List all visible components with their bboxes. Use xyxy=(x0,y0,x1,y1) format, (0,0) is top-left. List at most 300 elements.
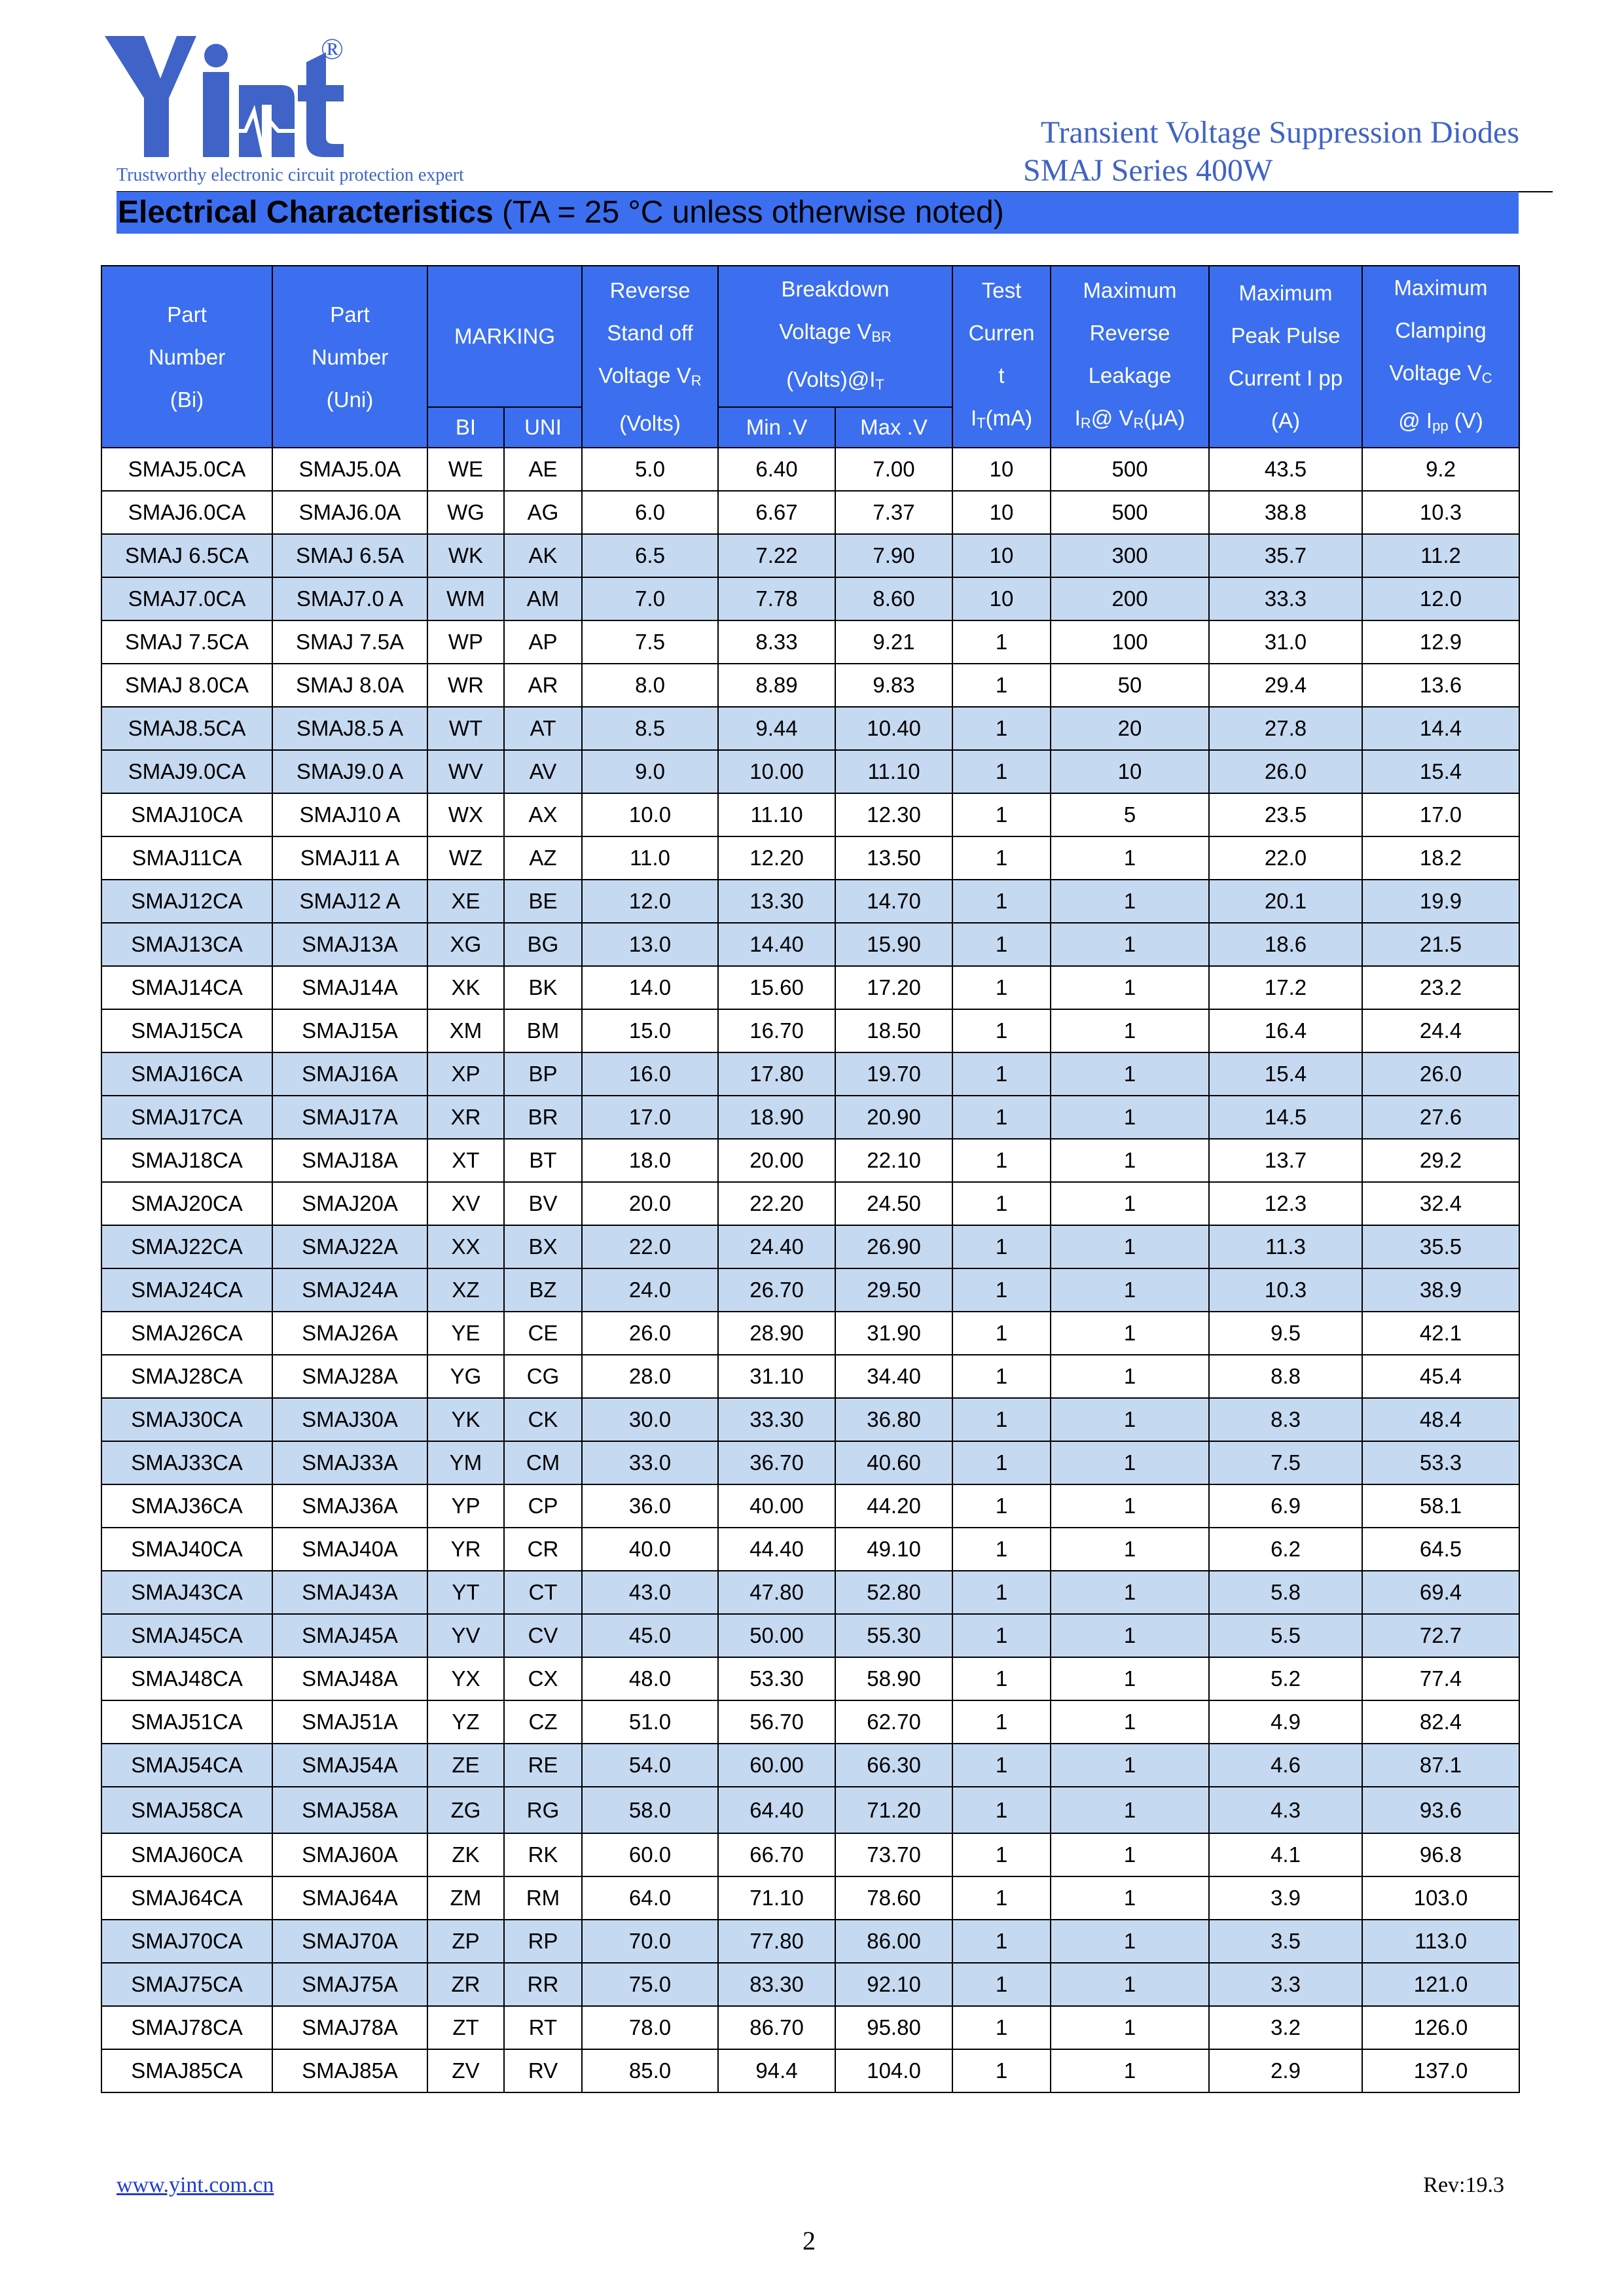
cell-ir: 1 xyxy=(1051,1787,1209,1833)
cell-it: 10 xyxy=(952,534,1051,577)
cell-part-bi: SMAJ58CA xyxy=(101,1787,272,1833)
cell-it: 1 xyxy=(952,620,1051,664)
table-row xyxy=(101,1398,1519,1441)
cell-vc: 38.9 xyxy=(1362,1268,1519,1312)
cell-marking-bi: XT xyxy=(427,1139,504,1182)
cell-vbr-max: 7.37 xyxy=(835,491,952,534)
cell-marking-bi: YE xyxy=(427,1312,504,1355)
cell-part-uni: SMAJ58A xyxy=(272,1787,427,1833)
cell-marking-uni: RM xyxy=(504,1876,582,1920)
cell-vr: 7.0 xyxy=(582,577,718,620)
cell-vbr-min: 8.89 xyxy=(718,664,835,707)
cell-vr: 60.0 xyxy=(582,1833,718,1876)
cell-vbr-min: 31.10 xyxy=(718,1355,835,1398)
cell-ipp: 22.0 xyxy=(1209,836,1362,880)
cell-vbr-max: 95.80 xyxy=(835,2006,952,2049)
cell-it: 1 xyxy=(952,1744,1051,1787)
cell-it: 1 xyxy=(952,750,1051,793)
cell-ir: 1 xyxy=(1051,1963,1209,2006)
cell-vr: 16.0 xyxy=(582,1052,718,1096)
cell-vbr-min: 47.80 xyxy=(718,1571,835,1614)
cell-part-bi: SMAJ16CA xyxy=(101,1052,272,1096)
cell-part-uni: SMAJ 8.0A xyxy=(272,664,427,707)
table-row xyxy=(101,1963,1519,2006)
cell-ipp: 26.0 xyxy=(1209,750,1362,793)
cell-part-bi: SMAJ51CA xyxy=(101,1700,272,1744)
cell-it: 1 xyxy=(952,1052,1051,1096)
header-marking-bi: BI xyxy=(427,407,504,448)
cell-part-uni: SMAJ14A xyxy=(272,966,427,1009)
cell-vbr-min: 33.30 xyxy=(718,1398,835,1441)
cell-it: 1 xyxy=(952,2006,1051,2049)
cell-marking-bi: ZT xyxy=(427,2006,504,2049)
cell-part-bi: SMAJ43CA xyxy=(101,1571,272,1614)
cell-vbr-max: 86.00 xyxy=(835,1920,952,1963)
cell-ir: 1 xyxy=(1051,1876,1209,1920)
cell-part-bi: SMAJ20CA xyxy=(101,1182,272,1225)
cell-vbr-max: 66.30 xyxy=(835,1744,952,1787)
cell-ir: 1 xyxy=(1051,1744,1209,1787)
table-row xyxy=(101,1528,1519,1571)
table-row xyxy=(101,1096,1519,1139)
cell-part-uni: SMAJ7.0 A xyxy=(272,577,427,620)
cell-vr: 6.0 xyxy=(582,491,718,534)
cell-vc: 23.2 xyxy=(1362,966,1519,1009)
cell-vbr-max: 52.80 xyxy=(835,1571,952,1614)
cell-marking-uni: AP xyxy=(504,620,582,664)
cell-it: 1 xyxy=(952,1571,1051,1614)
cell-vr: 14.0 xyxy=(582,966,718,1009)
cell-ir: 1 xyxy=(1051,1312,1209,1355)
cell-part-uni: SMAJ85A xyxy=(272,2049,427,2092)
cell-vbr-max: 9.83 xyxy=(835,664,952,707)
cell-ir: 1 xyxy=(1051,1833,1209,1876)
cell-marking-bi: WP xyxy=(427,620,504,664)
table-row xyxy=(101,1833,1519,1876)
cell-it: 10 xyxy=(952,448,1051,491)
cell-ipp: 14.5 xyxy=(1209,1096,1362,1139)
footer-website-link[interactable]: www.yint.com.cn xyxy=(117,2173,274,2197)
cell-marking-bi: XR xyxy=(427,1096,504,1139)
cell-vc: 13.6 xyxy=(1362,664,1519,707)
cell-vbr-min: 64.40 xyxy=(718,1787,835,1833)
cell-ir: 10 xyxy=(1051,750,1209,793)
cell-vc: 17.0 xyxy=(1362,793,1519,836)
cell-ir: 1 xyxy=(1051,1614,1209,1657)
cell-vc: 42.1 xyxy=(1362,1312,1519,1355)
cell-ir: 1 xyxy=(1051,1528,1209,1571)
cell-vc: 69.4 xyxy=(1362,1571,1519,1614)
table-row xyxy=(101,1484,1519,1528)
cell-part-bi: SMAJ 6.5CA xyxy=(101,534,272,577)
cell-ir: 1 xyxy=(1051,1182,1209,1225)
cell-vr: 7.5 xyxy=(582,620,718,664)
cell-it: 1 xyxy=(952,1009,1051,1052)
cell-part-bi: SMAJ60CA xyxy=(101,1833,272,1876)
cell-part-bi: SMAJ45CA xyxy=(101,1614,272,1657)
cell-vbr-max: 18.50 xyxy=(835,1009,952,1052)
cell-part-bi: SMAJ18CA xyxy=(101,1139,272,1182)
cell-vbr-min: 60.00 xyxy=(718,1744,835,1787)
table-row xyxy=(101,1312,1519,1355)
cell-it: 1 xyxy=(952,1614,1051,1657)
cell-marking-bi: YR xyxy=(427,1528,504,1571)
footer-revision: Rev:19.3 xyxy=(1423,2173,1504,2197)
cell-vc: 64.5 xyxy=(1362,1528,1519,1571)
cell-ir: 1 xyxy=(1051,923,1209,966)
cell-vbr-max: 24.50 xyxy=(835,1182,952,1225)
cell-vr: 15.0 xyxy=(582,1009,718,1052)
cell-ipp: 5.2 xyxy=(1209,1657,1362,1700)
cell-ir: 1 xyxy=(1051,1355,1209,1398)
cell-ipp: 29.4 xyxy=(1209,664,1362,707)
table-row xyxy=(101,1441,1519,1484)
cell-part-bi: SMAJ14CA xyxy=(101,966,272,1009)
cell-part-uni: SMAJ12 A xyxy=(272,880,427,923)
cell-vr: 78.0 xyxy=(582,2006,718,2049)
header-test-current: Test Curren t $I_T(mA)$ xyxy=(952,266,1051,448)
cell-marking-uni: CR xyxy=(504,1528,582,1571)
cell-vc: 11.2 xyxy=(1362,534,1519,577)
cell-ir: 1 xyxy=(1051,1657,1209,1700)
cell-ir: 300 xyxy=(1051,534,1209,577)
cell-marking-uni: AX xyxy=(504,793,582,836)
cell-marking-bi: XM xyxy=(427,1009,504,1052)
cell-marking-uni: BX xyxy=(504,1225,582,1268)
cell-marking-uni: BR xyxy=(504,1096,582,1139)
cell-ipp: 38.8 xyxy=(1209,491,1362,534)
cell-part-uni: SMAJ11 A xyxy=(272,836,427,880)
cell-vr: 51.0 xyxy=(582,1700,718,1744)
cell-part-uni: SMAJ16A xyxy=(272,1052,427,1096)
table-row xyxy=(101,1920,1519,1963)
cell-marking-uni: AV xyxy=(504,750,582,793)
cell-marking-bi: XK xyxy=(427,966,504,1009)
cell-part-bi: SMAJ54CA xyxy=(101,1744,272,1787)
cell-ir: 1 xyxy=(1051,1096,1209,1139)
cell-vc: 26.0 xyxy=(1362,1052,1519,1096)
cell-vbr-min: 83.30 xyxy=(718,1963,835,2006)
cell-vbr-min: 94.4 xyxy=(718,2049,835,2092)
cell-vr: 8.5 xyxy=(582,707,718,750)
cell-marking-bi: WR xyxy=(427,664,504,707)
cell-part-uni: SMAJ 7.5A xyxy=(272,620,427,664)
table-row xyxy=(101,534,1519,577)
cell-ir: 1 xyxy=(1051,880,1209,923)
cell-vbr-max: 62.70 xyxy=(835,1700,952,1744)
cell-it: 1 xyxy=(952,1182,1051,1225)
cell-it: 1 xyxy=(952,966,1051,1009)
cell-vc: 21.5 xyxy=(1362,923,1519,966)
cell-vbr-max: 8.60 xyxy=(835,577,952,620)
cell-vbr-max: 44.20 xyxy=(835,1484,952,1528)
cell-marking-bi: ZP xyxy=(427,1920,504,1963)
cell-vbr-max: 20.90 xyxy=(835,1096,952,1139)
logo-tagline: Trustworthy electronic circuit protection expert xyxy=(117,165,464,185)
cell-marking-uni: BP xyxy=(504,1052,582,1096)
table-row xyxy=(101,1268,1519,1312)
cell-it: 1 xyxy=(952,880,1051,923)
cell-vc: 15.4 xyxy=(1362,750,1519,793)
cell-vbr-min: 6.67 xyxy=(718,491,835,534)
table-row xyxy=(101,1355,1519,1398)
cell-vbr-max: 11.10 xyxy=(835,750,952,793)
cell-marking-bi: XG xyxy=(427,923,504,966)
cell-vbr-min: 71.10 xyxy=(718,1876,835,1920)
cell-ir: 500 xyxy=(1051,491,1209,534)
cell-marking-uni: RE xyxy=(504,1744,582,1787)
header-part-number-bi: Part Number (Bi) xyxy=(101,266,272,448)
cell-it: 1 xyxy=(952,664,1051,707)
table-row xyxy=(101,707,1519,750)
cell-ipp: 13.7 xyxy=(1209,1139,1362,1182)
cell-vr: 58.0 xyxy=(582,1787,718,1833)
cell-ipp: 4.6 xyxy=(1209,1744,1362,1787)
cell-vbr-max: 58.90 xyxy=(835,1657,952,1700)
cell-part-uni: SMAJ60A xyxy=(272,1833,427,1876)
cell-part-uni: SMAJ64A xyxy=(272,1876,427,1920)
cell-vc: 103.0 xyxy=(1362,1876,1519,1920)
cell-part-bi: SMAJ 8.0CA xyxy=(101,664,272,707)
cell-vbr-max: 104.0 xyxy=(835,2049,952,2092)
cell-ipp: 6.9 xyxy=(1209,1484,1362,1528)
cell-part-uni: SMAJ10 A xyxy=(272,793,427,836)
cell-marking-bi: YZ xyxy=(427,1700,504,1744)
cell-vr: 36.0 xyxy=(582,1484,718,1528)
table-row xyxy=(101,2049,1519,2092)
cell-part-uni: SMAJ36A xyxy=(272,1484,427,1528)
cell-part-uni: SMAJ70A xyxy=(272,1920,427,1963)
cell-vc: 82.4 xyxy=(1362,1700,1519,1744)
cell-marking-uni: CT xyxy=(504,1571,582,1614)
cell-marking-bi: ZG xyxy=(427,1787,504,1833)
cell-vbr-min: 40.00 xyxy=(718,1484,835,1528)
table-row xyxy=(101,1657,1519,1700)
header-breakdown-min: Min .V xyxy=(718,407,835,448)
cell-vr: 40.0 xyxy=(582,1528,718,1571)
cell-marking-bi: ZR xyxy=(427,1963,504,2006)
cell-vr: 64.0 xyxy=(582,1876,718,1920)
cell-vbr-min: 50.00 xyxy=(718,1614,835,1657)
cell-ipp: 5.8 xyxy=(1209,1571,1362,1614)
cell-ipp: 8.3 xyxy=(1209,1398,1362,1441)
cell-ir: 1 xyxy=(1051,1398,1209,1441)
cell-vc: 137.0 xyxy=(1362,2049,1519,2092)
cell-ipp: 8.8 xyxy=(1209,1355,1362,1398)
cell-vc: 77.4 xyxy=(1362,1657,1519,1700)
header-breakdown-max: Max .V xyxy=(835,407,952,448)
cell-it: 1 xyxy=(952,1963,1051,2006)
cell-part-uni: SMAJ6.0A xyxy=(272,491,427,534)
cell-it: 1 xyxy=(952,1225,1051,1268)
table-row xyxy=(101,1876,1519,1920)
section-title xyxy=(117,192,1519,234)
cell-marking-bi: YX xyxy=(427,1657,504,1700)
cell-vbr-max: 92.10 xyxy=(835,1963,952,2006)
header-max-reverse-leakage: Maximum Reverse Leakage $I_R@$ $V_R(\mu A)$ xyxy=(1051,266,1209,448)
cell-ipp: 17.2 xyxy=(1209,966,1362,1009)
cell-marking-bi: ZM xyxy=(427,1876,504,1920)
cell-vr: 75.0 xyxy=(582,1963,718,2006)
cell-marking-uni: BM xyxy=(504,1009,582,1052)
cell-part-uni: SMAJ45A xyxy=(272,1614,427,1657)
cell-vbr-max: 12.30 xyxy=(835,793,952,836)
cell-part-bi: SMAJ70CA xyxy=(101,1920,272,1963)
cell-part-uni: SMAJ15A xyxy=(272,1009,427,1052)
cell-marking-bi: XX xyxy=(427,1225,504,1268)
cell-ipp: 3.9 xyxy=(1209,1876,1362,1920)
cell-part-uni: SMAJ33A xyxy=(272,1441,427,1484)
cell-marking-uni: RT xyxy=(504,2006,582,2049)
cell-ir: 200 xyxy=(1051,577,1209,620)
cell-marking-bi: YT xyxy=(427,1571,504,1614)
cell-vbr-max: 17.20 xyxy=(835,966,952,1009)
table-row xyxy=(101,1571,1519,1614)
cell-marking-uni: AT xyxy=(504,707,582,750)
section-title-bold: Electrical Characteristics xyxy=(118,195,494,230)
cell-ir: 1 xyxy=(1051,1484,1209,1528)
cell-ipp: 18.6 xyxy=(1209,923,1362,966)
cell-part-bi: SMAJ17CA xyxy=(101,1096,272,1139)
table-row xyxy=(101,750,1519,793)
cell-marking-bi: YP xyxy=(427,1484,504,1528)
cell-marking-bi: XZ xyxy=(427,1268,504,1312)
cell-part-uni: SMAJ22A xyxy=(272,1225,427,1268)
cell-ipp: 20.1 xyxy=(1209,880,1362,923)
cell-vr: 22.0 xyxy=(582,1225,718,1268)
cell-marking-bi: YM xyxy=(427,1441,504,1484)
cell-marking-uni: CV xyxy=(504,1614,582,1657)
cell-vbr-min: 16.70 xyxy=(718,1009,835,1052)
cell-vbr-min: 20.00 xyxy=(718,1139,835,1182)
cell-ipp: 4.1 xyxy=(1209,1833,1362,1876)
cell-it: 1 xyxy=(952,2049,1051,2092)
cell-vr: 5.0 xyxy=(582,448,718,491)
page-number: 2 xyxy=(803,2226,816,2255)
cell-vbr-min: 22.20 xyxy=(718,1182,835,1225)
cell-ir: 1 xyxy=(1051,1700,1209,1744)
cell-marking-uni: AR xyxy=(504,664,582,707)
table-row xyxy=(101,1052,1519,1096)
cell-it: 1 xyxy=(952,1528,1051,1571)
cell-ir: 1 xyxy=(1051,1441,1209,1484)
cell-vr: 30.0 xyxy=(582,1398,718,1441)
table-row xyxy=(101,1225,1519,1268)
cell-vc: 121.0 xyxy=(1362,1963,1519,2006)
cell-vr: 17.0 xyxy=(582,1096,718,1139)
cell-part-bi: SMAJ7.0CA xyxy=(101,577,272,620)
cell-ir: 20 xyxy=(1051,707,1209,750)
cell-vbr-max: 7.00 xyxy=(835,448,952,491)
cell-vc: 45.4 xyxy=(1362,1355,1519,1398)
cell-ir: 50 xyxy=(1051,664,1209,707)
cell-vbr-min: 28.90 xyxy=(718,1312,835,1355)
cell-vbr-max: 55.30 xyxy=(835,1614,952,1657)
cell-vc: 12.9 xyxy=(1362,620,1519,664)
cell-marking-bi: ZV xyxy=(427,2049,504,2092)
cell-vr: 11.0 xyxy=(582,836,718,880)
cell-ir: 1 xyxy=(1051,1571,1209,1614)
cell-part-bi: SMAJ10CA xyxy=(101,793,272,836)
cell-ir: 1 xyxy=(1051,1268,1209,1312)
table-row xyxy=(101,491,1519,534)
cell-it: 1 xyxy=(952,1787,1051,1833)
cell-vr: 43.0 xyxy=(582,1571,718,1614)
cell-marking-uni: BG xyxy=(504,923,582,966)
cell-ipp: 23.5 xyxy=(1209,793,1362,836)
cell-part-uni: SMAJ9.0 A xyxy=(272,750,427,793)
cell-marking-uni: CM xyxy=(504,1441,582,1484)
cell-vc: 96.8 xyxy=(1362,1833,1519,1876)
cell-part-uni: SMAJ30A xyxy=(272,1398,427,1441)
cell-vc: 35.5 xyxy=(1362,1225,1519,1268)
cell-part-uni: SMAJ17A xyxy=(272,1096,427,1139)
table-row xyxy=(101,793,1519,836)
table-row xyxy=(101,836,1519,880)
cell-ipp: 6.2 xyxy=(1209,1528,1362,1571)
cell-vbr-max: 9.21 xyxy=(835,620,952,664)
cell-vr: 48.0 xyxy=(582,1657,718,1700)
cell-it: 1 xyxy=(952,1484,1051,1528)
cell-vr: 70.0 xyxy=(582,1920,718,1963)
cell-vbr-max: 29.50 xyxy=(835,1268,952,1312)
cell-part-uni: SMAJ43A xyxy=(272,1571,427,1614)
cell-vc: 12.0 xyxy=(1362,577,1519,620)
cell-it: 1 xyxy=(952,707,1051,750)
cell-vr: 18.0 xyxy=(582,1139,718,1182)
cell-part-bi: SMAJ78CA xyxy=(101,2006,272,2049)
cell-vbr-max: 7.90 xyxy=(835,534,952,577)
cell-vr: 8.0 xyxy=(582,664,718,707)
cell-vc: 53.3 xyxy=(1362,1441,1519,1484)
cell-marking-bi: WK xyxy=(427,534,504,577)
cell-ir: 5 xyxy=(1051,793,1209,836)
cell-ir: 1 xyxy=(1051,1009,1209,1052)
cell-it: 1 xyxy=(952,793,1051,836)
cell-marking-uni: BZ xyxy=(504,1268,582,1312)
cell-vr: 28.0 xyxy=(582,1355,718,1398)
cell-ir: 500 xyxy=(1051,448,1209,491)
cell-ir: 1 xyxy=(1051,2006,1209,2049)
cell-marking-uni: BK xyxy=(504,966,582,1009)
cell-marking-bi: WG xyxy=(427,491,504,534)
cell-it: 1 xyxy=(952,1441,1051,1484)
cell-ir: 1 xyxy=(1051,1139,1209,1182)
cell-ipp: 43.5 xyxy=(1209,448,1362,491)
cell-vr: 6.5 xyxy=(582,534,718,577)
cell-part-uni: SMAJ26A xyxy=(272,1312,427,1355)
table-row xyxy=(101,1700,1519,1744)
header-part-number-uni: Part Number (Uni) xyxy=(272,266,427,448)
cell-vbr-min: 14.40 xyxy=(718,923,835,966)
table-row xyxy=(101,448,1519,491)
cell-vbr-min: 44.40 xyxy=(718,1528,835,1571)
cell-vc: 10.3 xyxy=(1362,491,1519,534)
cell-vc: 48.4 xyxy=(1362,1398,1519,1441)
cell-part-bi: SMAJ75CA xyxy=(101,1963,272,2006)
cell-part-uni: SMAJ24A xyxy=(272,1268,427,1312)
cell-vr: 33.0 xyxy=(582,1441,718,1484)
cell-vbr-min: 11.10 xyxy=(718,793,835,836)
cell-part-bi: SMAJ33CA xyxy=(101,1441,272,1484)
cell-vbr-min: 36.70 xyxy=(718,1441,835,1484)
cell-marking-uni: AE xyxy=(504,448,582,491)
cell-marking-uni: RR xyxy=(504,1963,582,2006)
cell-ipp: 3.3 xyxy=(1209,1963,1362,2006)
cell-vbr-max: 13.50 xyxy=(835,836,952,880)
header-max-peak-pulse-current: Maximum Peak Pulse Current I pp (A) xyxy=(1209,266,1362,448)
cell-vc: 87.1 xyxy=(1362,1744,1519,1787)
